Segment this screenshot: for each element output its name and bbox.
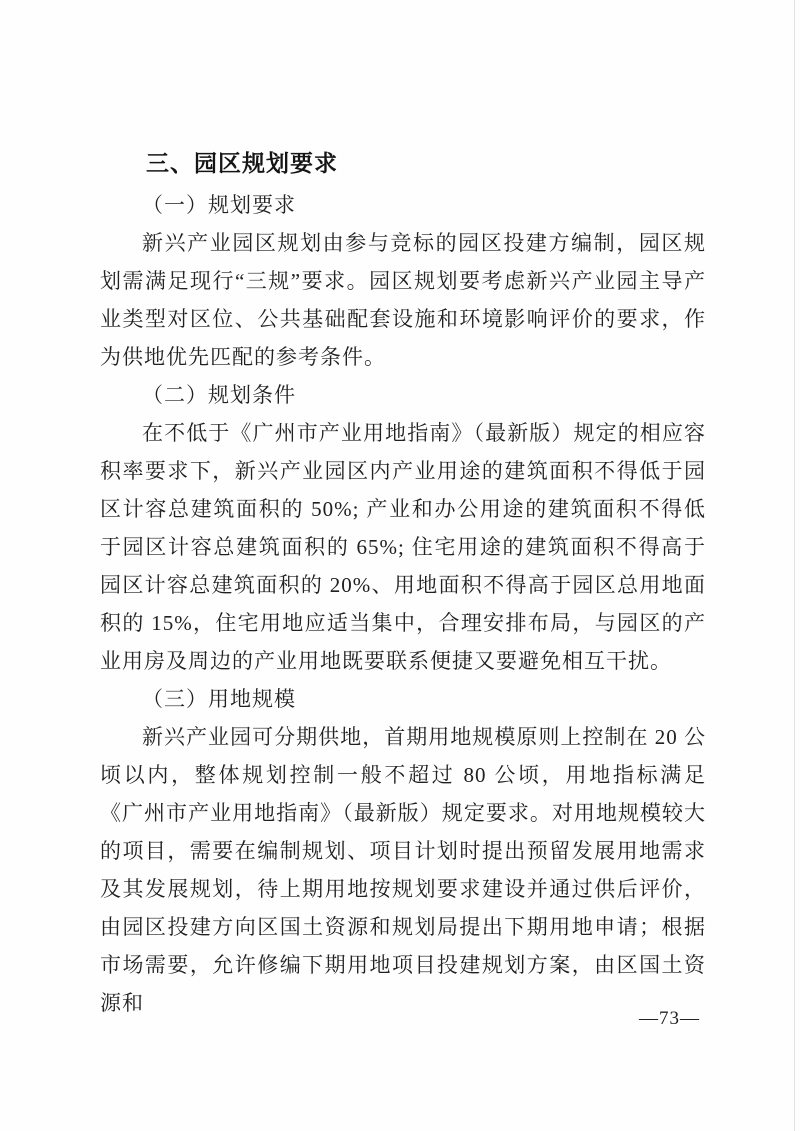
section-planning-requirements [100,186,706,376]
subheading-planning-conditions: （二）规划条件 [142,383,296,407]
page-number: —73— [639,1008,700,1029]
paragraph-planning-conditions: 在不低于《广州市产业用地指南》（最新版）规定的相应容积率要求下，新兴产业园区内产业用途的建筑面积不得低于园区计容总建筑面积的 50%; 产业和办公用途的建筑面积不得低于园区计容总建筑面积的 65%; 住宅用途的建筑面积不得高于园区计容总建筑面积的 20%、用地面积不得高于园区总用地面积的 15%，住宅用地应适当集中，合理安排布局，与园区的产业用房及周边的产业用地既要联系便捷又要避免相互干扰。 [100,421,706,673]
document-content [100,144,706,1022]
section-land-scale [100,680,706,1022]
paragraph-land-scale: 新兴产业园可分期供地，首期用地规模原则上控制在 20 公顷以内，整体规划控制一般不超过 80 公顷，用地指标满足《广州市产业用地指南》（最新版）规定要求。对用地规模较大的项目，需要在编制规划、项目计划时提出预留发展用地需求及其发展规划，待上期用地按规划要求建设并通过供后评价，由园区投建方向区国土资源和规划局提出下期用地申请；根据市场需要，允许修编下期用地项目投建规划方案，由区国土资源和 [100,725,706,1015]
scan-edge-line [794,0,795,1131]
subheading-planning-requirements: （一）规划要求 [142,193,296,217]
paragraph-planning-requirements: 新兴产业园区规划由参与竞标的园区投建方编制，园区规划需满足现行“三规”要求。园区规划要考虑新兴产业园主导产业类型对区位、公共基础配套设施和环境影响评价的要求，作为供地优先匹配的参考条件。 [100,231,706,369]
section-planning-conditions [100,376,706,680]
subheading-land-scale: （三）用地规模 [142,687,296,711]
section-heading: 三、园区规划要求 [146,150,338,176]
